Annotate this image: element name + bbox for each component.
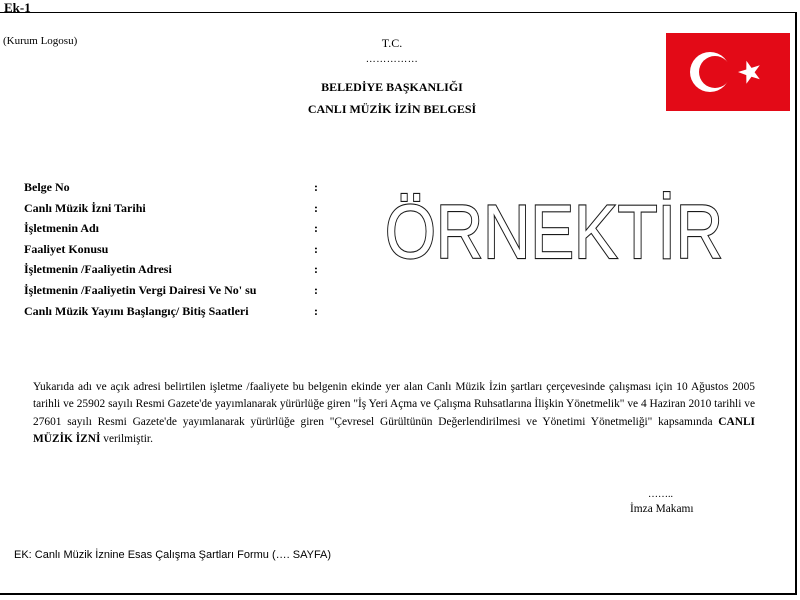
annex-label: Ek-1 [4, 0, 31, 15]
institution-logo-placeholder: (Kurum Logosu) [3, 35, 78, 47]
office-title: BELEDİYE BAŞKANLIĞI [321, 80, 463, 94]
field-colon: : [314, 180, 318, 194]
sample-watermark [385, 172, 730, 275]
field-label: İşletmenin Adı [24, 221, 100, 236]
field-label: Canlı Müzik Yayını Başlangıç/ Bitiş Saatleri [24, 303, 249, 318]
signature-blank: …….. [648, 489, 673, 500]
attachment-note: EK: Canlı Müzik İznine Esas Çalışma Şartları Formu (…. SAYFA) [14, 549, 332, 561]
field-label: İşletmenin /Faaliyetin Adresi [24, 262, 172, 277]
field-label: İşletmenin /Faaliyetin Vergi Dairesi Ve No' su [24, 282, 257, 297]
statement-ending: verilmiştir. [100, 433, 153, 446]
field-label: Belge No [24, 180, 70, 194]
field-colon: : [314, 221, 318, 236]
statement-text: Yukarıda adı ve açık adresi belirtilen işletme /faaliyete bu belgenin ekinde yer alan Canlı Müzik İzin şartları çerçevesinde çalışması için 10 Ağustos 2005 tarihli ve 25902 sayılı Resmi Gazete'de yayımlanarak yürürlüğe giren "İş Yeri Açma ve Çalışma Ruhsatlarına İlişkin Yönetmelik" ve 4 Haziran 2010 tarihli ve 27601 sayılı Resmi Gazete'de yayımlanarak yürürlüğe giren "Çevresel Gürültünün Değerlendirilmesi ve Yönetimi Yönetmeliği" kapsamında [33, 381, 755, 428]
field-colon: : [314, 241, 318, 256]
watermark-text: ÖRNEKTİR [385, 190, 723, 275]
signature-authority-label: İmza Makamı [630, 503, 694, 515]
field-colon: : [314, 303, 318, 318]
field-colon: : [314, 200, 318, 215]
document-title: CANLI MÜZİK İZİN BELGESİ [307, 102, 477, 116]
permit-statement [33, 379, 755, 449]
field-colon: : [314, 262, 318, 277]
field-label: Canlı Müzik İzni Tarihi [24, 200, 146, 215]
statement-emphasis: CANLI MÜZİK İZNİ [33, 415, 755, 446]
field-label: Faaliyet Konusu [24, 241, 109, 256]
municipality-name-blank: …………… [365, 54, 419, 65]
turkish-flag-icon [666, 33, 790, 111]
republic-abbreviation: T.C. [381, 36, 403, 50]
field-colon: : [314, 282, 318, 297]
